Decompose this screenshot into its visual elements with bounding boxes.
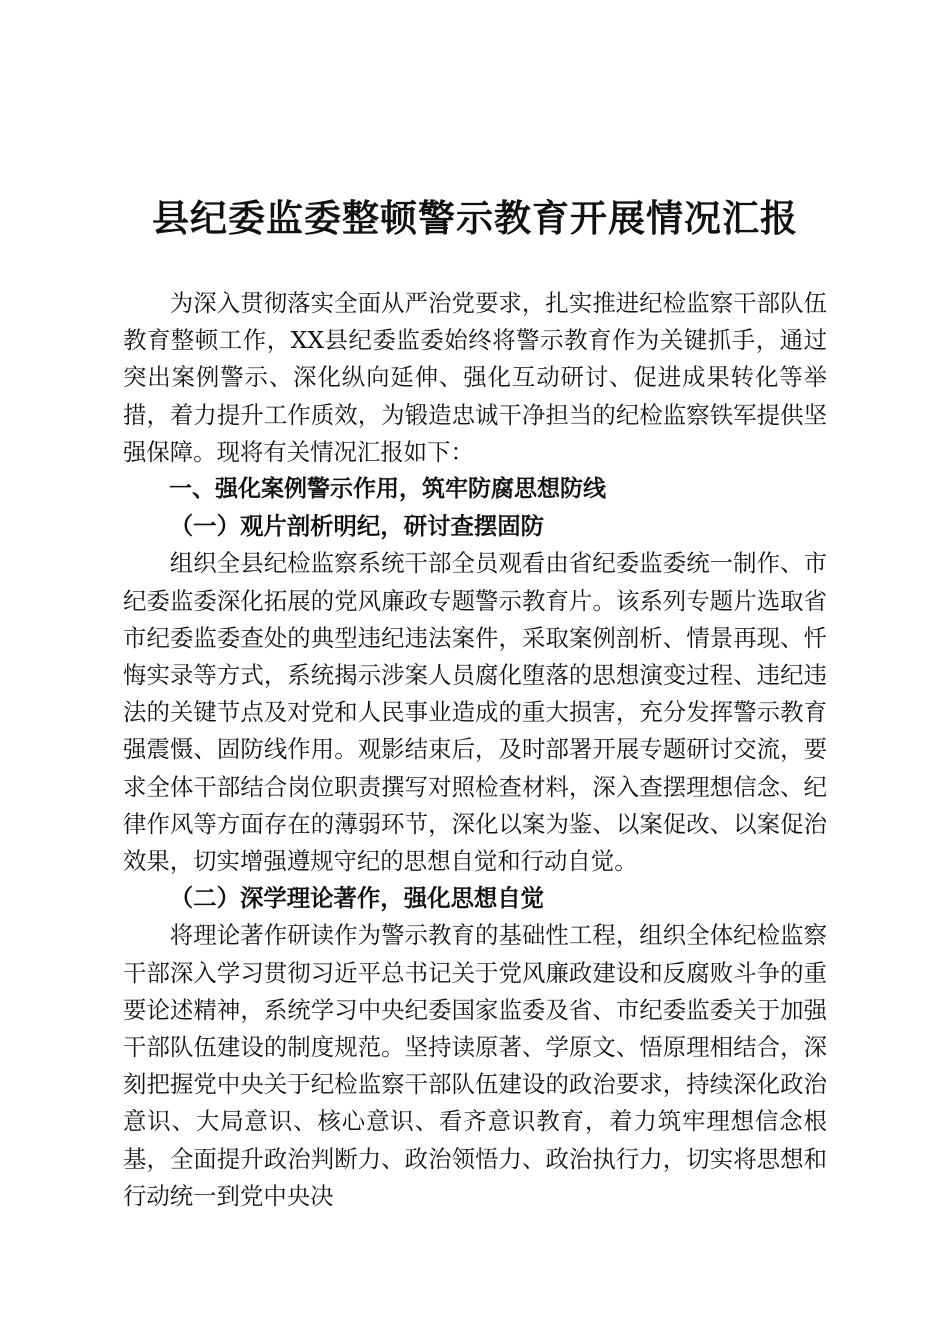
- subsection-heading-1: （一）观片剖析明纪，研讨查摆固防: [169, 512, 545, 541]
- intro-paragraph: 为深入贯彻落实全面从严治党要求，扎实推进纪检监察干部队伍教育整顿工作，XX县纪委监委始终将警示教育作为关键抓手，通过突出案例警示、深化纵向延伸、强化互动研讨、促进成果转化等举措，着力提升工作质效，为锻造忠诚干净担当的纪检监察铁军提供坚强保障。现将有关情况汇报如下：: [123, 289, 827, 466]
- document-title: 县纪委监委整顿警示教育开展情况汇报: [152, 196, 798, 240]
- subsection-heading-2: （二）深学理论著作，强化思想自觉: [169, 884, 545, 913]
- document-body: [123, 285, 827, 1215]
- subsection-paragraph-2: 将理论著作研读作为警示教育的基础性工程，组织全体纪检监察干部深入学习贯彻习近平总书记关于党风廉政建设和反腐败斗争的重要论述精神，系统学习中央纪委国家监委及省、市纪委监委关于加强干部队伍建设的制度规范。坚持读原著、学原文、悟原理相结合，深刻把握党中央关于纪检监察干部队伍建设的政治要求，持续深化政治意识、大局意识、核心意识、看齐意识教育，着力筑牢理想信念根基，全面提升政治判断力、政治领悟力、政治执行力，切实将思想和行动统一到党中央决: [123, 921, 827, 1210]
- section-heading-1: 一、强化案例警示作用，筑牢防腐思想防线: [169, 476, 606, 503]
- subsection-paragraph-1: 组织全县纪检监察系统干部全员观看由省纪委监委统一制作、市纪委监委深化拓展的党风廉政专题警示教育片。该系列专题片选取省市纪委监委查处的典型违纪违法案件，采取案例剖析、情景再现、忏悔实录等方式，系统揭示涉案人员腐化堕落的思想演变过程、违纪违法的关键节点及对党和人民事业造成的重大损害，充分发挥警示教育强震慑、固防线作用。观影结束后，及时部署开展专题研讨交流，要求全体干部结合岗位职责撰写对照检查材料，深入查摆理想信念、纪律作风等方面存在的薄弱环节，深化以案为鉴、以案促改、以案促治效果，切实增强遵规守纪的思想自觉和行动自觉。: [123, 549, 827, 876]
